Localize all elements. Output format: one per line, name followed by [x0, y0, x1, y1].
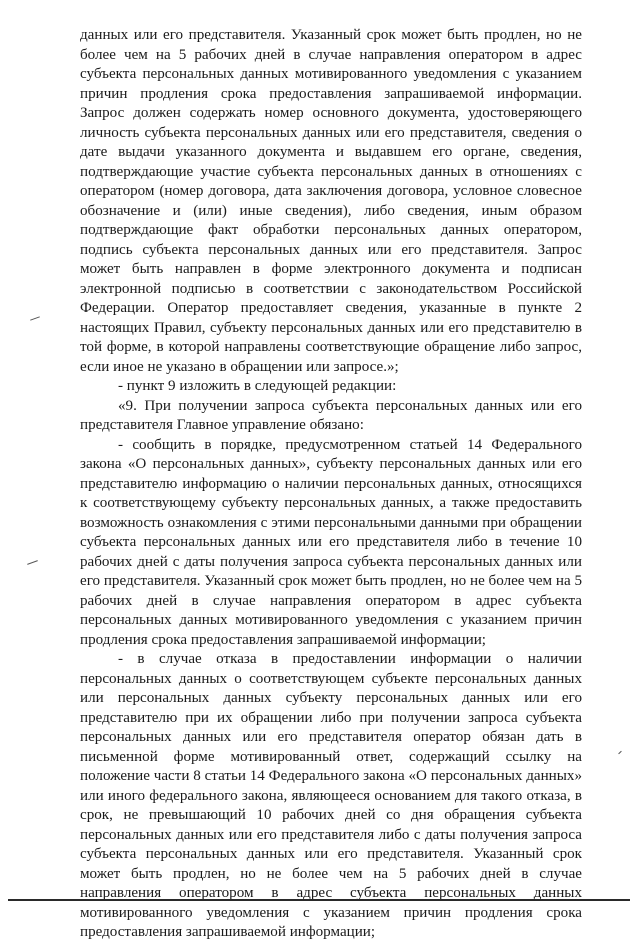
scan-mark: [27, 560, 38, 565]
paragraph-provide-info: - сообщить в порядке, предусмотренном статьей 14 Федерального закона «О персональных данных», субъекту персональных данных или его представителю информацию о наличии персональных данных, относящихся к соответствующему субъекту персональных данных, а также предоставить возможность ознакомления с этими персональными данными при обращении субъекта персональных данных или его представителя либо в течение 10 рабочих дней с даты получения запроса субъекта персональных данных или его представителя. Указанный срок может быть продлен, но не более чем на 5 рабочих дней в случае направления оператором в адрес субъекта персональных данных мотивированного уведомления с указанием причин продления срока предоставления запрашиваемой информации;: [80, 436, 582, 648]
document-body: [80, 26, 582, 943]
scan-mark: [618, 751, 622, 755]
scan-bottom-edge: [8, 899, 630, 901]
scan-mark: [30, 316, 40, 320]
paragraph-continuation: данных или его представителя. Указанный срок может быть продлен, но не более чем на 5 рабочих дней в случае направления оператором в адрес субъекта персональных данных мотивированного уведомления с указанием причин продления срока предоставления запрашиваемой информации. Запрос должен содержать номер основного документа, удостоверяющего личность субъекта персональных данных или его представителя, сведения о дате выдачи указанного документа и выдавшем его органе, сведения, подтверждающие участие субъекта персональных данных в отношениях с оператором (номер договора, дата заключения договора, условное словесное обозначение и (или) иные сведения), либо сведения, иным образом подтверждающие факт обработки персональных данных оператором, подпись субъекта персональных данных или его представителя. Запрос может быть направлен в форме электронного документа и подписан электронной подписью в соответствии с законодательством Российской Федерации. Оператор предоставляет сведения, указанные в пункте 2 настоящих Правил, субъекту персональных данных или его представителю в той форме, в которой направлены соответствующие обращение либо запрос, если иное не указано в обращении или запросе.»;: [80, 27, 582, 375]
paragraph-item-9-intro: - пункт 9 изложить в следующей редакции:: [118, 378, 397, 394]
paragraph-clause-9: «9. При получении запроса субъекта персональных данных или его представителя Главное управление обязано:: [80, 397, 582, 433]
paragraph-refusal: - в случае отказа в предоставлении информации о наличии персональных данных о соответствующем субъекте персональных данных или персональных данных субъекту персональных данных или его представителю при их обращении либо при получении запроса субъекта персональных данных или его представителя оператор обязан дать в письменной форме мотивированный ответ, содержащий ссылку на положение части 8 статьи 14 Федерального закона «О персональных данных» или иного федерального закона, являющееся основанием для такого отказа, в срок, не превышающий 10 рабочих дней со дня обращения субъекта персональных данных или его представителя либо с даты получения запроса субъекта персональных данных или его представителя. Указанный срок может быть продлен, но не более чем на 5 рабочих дней в случае направления оператором в адрес субъекта персональных данных мотивированного уведомления с указанием причин продления срока предоставления запрашиваемой информации;: [80, 651, 582, 940]
